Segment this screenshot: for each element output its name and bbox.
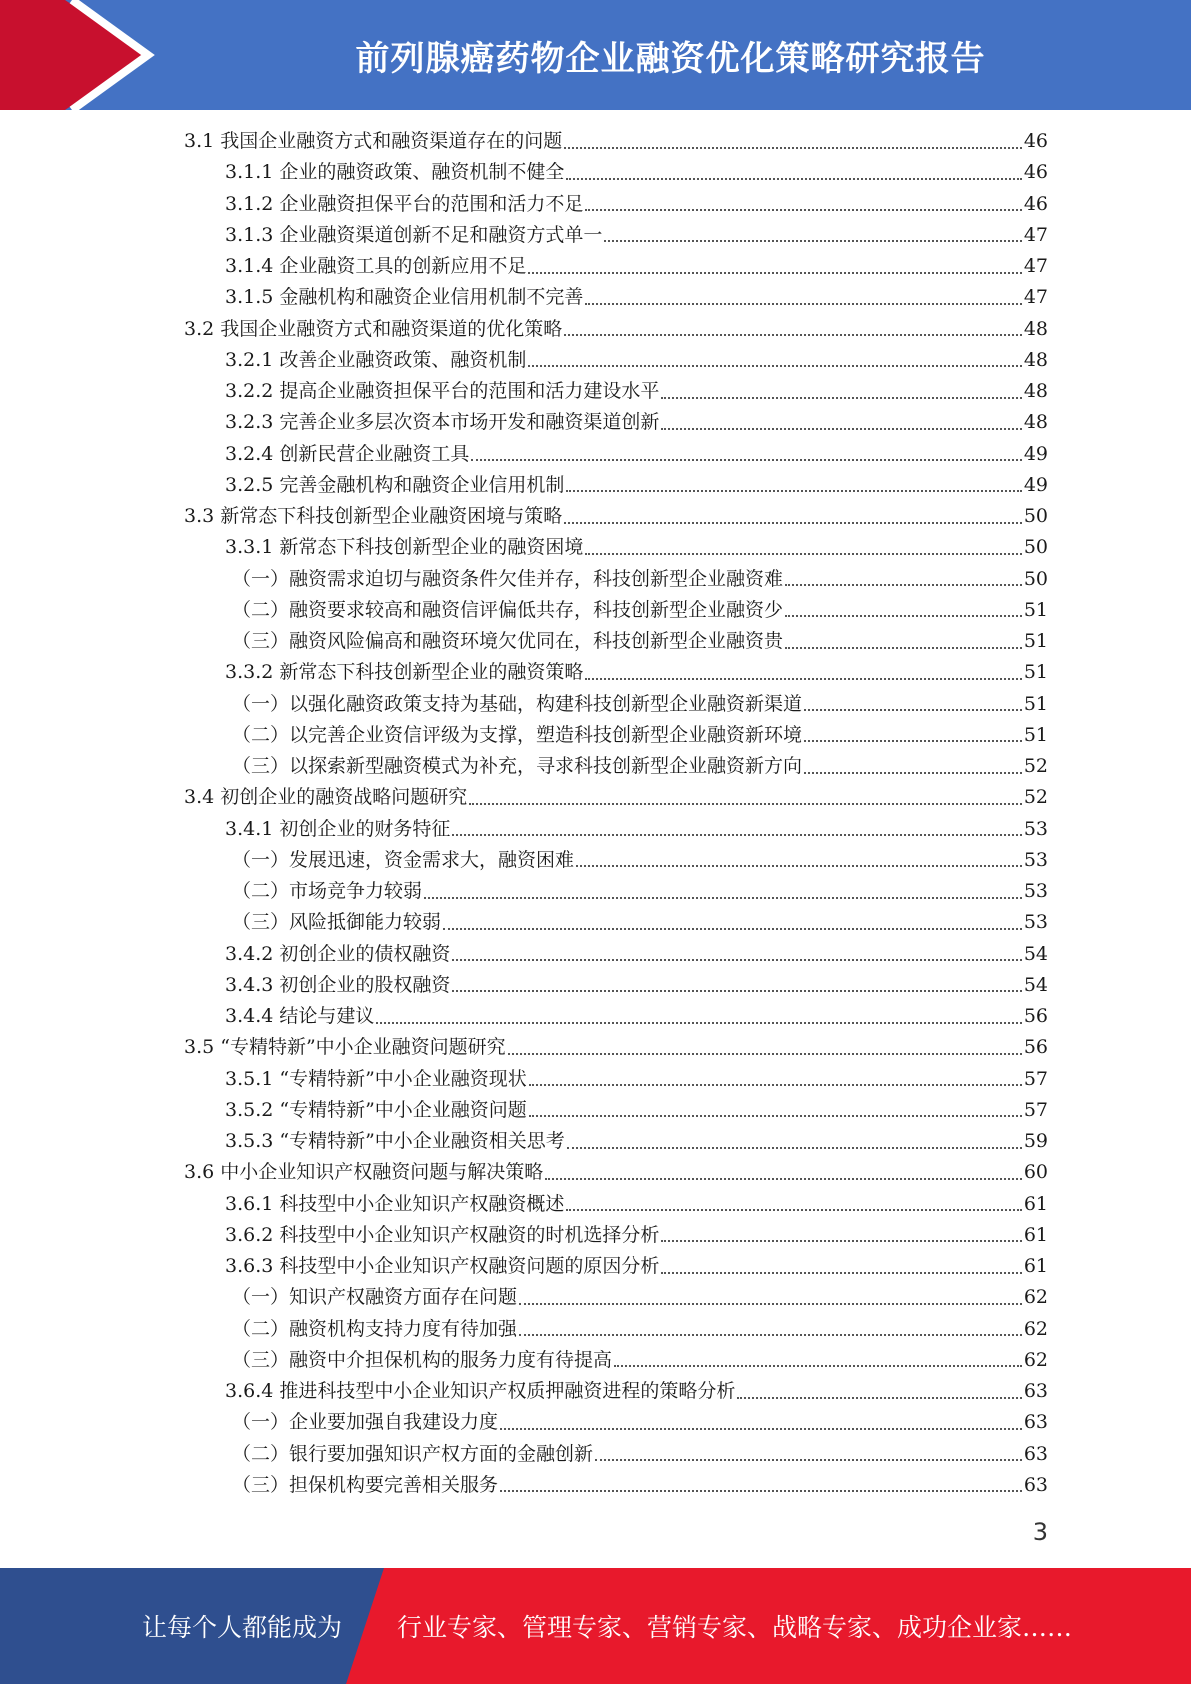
toc-entry[interactable] bbox=[184, 814, 1048, 845]
toc-entry[interactable] bbox=[184, 251, 1048, 282]
toc-entry[interactable] bbox=[184, 1095, 1048, 1126]
toc-entry[interactable] bbox=[184, 626, 1048, 657]
toc-entry-page: 46 bbox=[1023, 192, 1048, 215]
toc-entry-title: （三）担保机构要完善相关服务 bbox=[232, 1473, 499, 1496]
toc-dot-leader bbox=[737, 1396, 1021, 1399]
toc-entry[interactable] bbox=[184, 1064, 1048, 1095]
toc-entry-title: 3.5.1 “专精特新”中小企业融资现状 bbox=[225, 1067, 527, 1090]
toc-entry[interactable] bbox=[184, 1032, 1048, 1063]
toc-entry-title: 3.5.3 “专精特新”中小企业融资相关思考 bbox=[225, 1130, 565, 1153]
toc-entry-title: （三）以探索新型融资模式为补充，寻求科技创新型企业融资新方向 bbox=[232, 755, 803, 778]
toc-entry-title: （二）融资机构支持力度有待加强 bbox=[232, 1317, 518, 1340]
header-banner bbox=[0, 0, 1191, 110]
toc-entry-page: 47 bbox=[1023, 223, 1048, 246]
toc-entry[interactable] bbox=[184, 1470, 1048, 1501]
toc-entry-page: 49 bbox=[1023, 442, 1048, 465]
toc-entry-page: 48 bbox=[1023, 380, 1048, 403]
toc-entry[interactable] bbox=[184, 345, 1048, 376]
toc-entry-page: 62 bbox=[1023, 1348, 1048, 1371]
toc-dot-leader bbox=[604, 239, 1021, 242]
toc-dot-leader bbox=[564, 521, 1022, 524]
toc-dot-leader bbox=[452, 989, 1021, 992]
toc-entry[interactable] bbox=[184, 220, 1048, 251]
toc-entry-title: （二）市场竞争力较弱 bbox=[232, 880, 423, 903]
toc-entry[interactable] bbox=[184, 1439, 1048, 1470]
toc-dot-leader bbox=[566, 1208, 1021, 1211]
toc-entry-title: 3.3.2 新常态下科技创新型企业的融资策略 bbox=[225, 661, 584, 684]
toc-entry-title: （二）融资要求较高和融资信评偏低共存，科技创新型企业融资少 bbox=[232, 598, 784, 621]
toc-entry-page: 48 bbox=[1023, 348, 1048, 371]
toc-entry-title: （三）融资中介担保机构的服务力度有待提高 bbox=[232, 1348, 613, 1371]
toc-entry-title: 3.6.1 科技型中小企业知识产权融资概述 bbox=[225, 1192, 565, 1215]
toc-entry-title: 3.1.4 企业融资工具的创新应用不足 bbox=[225, 255, 527, 278]
toc-entry-title: 3.2.1 改善企业融资政策、融资机制 bbox=[225, 348, 527, 371]
toc-entry-title: （二）以完善企业资信评级为支撑，塑造科技创新型企业融资新环境 bbox=[232, 723, 803, 746]
toc-dot-leader bbox=[443, 927, 1022, 930]
toc-dot-leader bbox=[661, 1239, 1021, 1242]
toc-dot-leader bbox=[585, 302, 1021, 305]
toc-dot-leader bbox=[585, 552, 1021, 555]
toc-entry-title: 3.2 我国企业融资方式和融资渠道的优化策略 bbox=[184, 317, 563, 340]
toc-entry[interactable] bbox=[184, 595, 1048, 626]
toc-dot-leader bbox=[376, 1021, 1021, 1024]
toc-entry-page: 53 bbox=[1023, 911, 1048, 934]
table-of-contents bbox=[184, 126, 1048, 1501]
toc-entry-title: （一）融资需求迫切与融资条件欠佳并存，科技创新型企业融资难 bbox=[232, 567, 784, 590]
toc-dot-leader bbox=[519, 1333, 1022, 1336]
toc-entry-title: 3.2.4 创新民营企业融资工具 bbox=[225, 442, 470, 465]
toc-entry-page: 54 bbox=[1023, 973, 1048, 996]
toc-entry-page: 50 bbox=[1023, 505, 1048, 528]
footer-slogan-right: 行业专家、管理专家、营销专家、战略专家、成功企业家…… bbox=[397, 1613, 1073, 1642]
toc-entry[interactable] bbox=[184, 970, 1048, 1001]
toc-entry-title: 3.2.3 完善企业多层次资本市场开发和融资渠道创新 bbox=[225, 411, 660, 434]
toc-entry[interactable] bbox=[184, 876, 1048, 907]
toc-dot-leader bbox=[661, 396, 1021, 399]
toc-entry[interactable] bbox=[184, 1157, 1048, 1188]
toc-dot-leader bbox=[785, 583, 1022, 586]
toc-dot-leader bbox=[529, 1114, 1022, 1117]
toc-entry[interactable] bbox=[184, 157, 1048, 188]
toc-entry-page: 62 bbox=[1023, 1286, 1048, 1309]
toc-entry-title: 3.4.2 初创企业的债权融资 bbox=[225, 942, 451, 965]
toc-entry-page: 53 bbox=[1023, 817, 1048, 840]
toc-entry-title: 3.4 初创企业的融资战略问题研究 bbox=[184, 786, 468, 809]
toc-entry-title: 3.2.2 提高企业融资担保平台的范围和活力建设水平 bbox=[225, 380, 660, 403]
toc-entry[interactable] bbox=[184, 845, 1048, 876]
toc-dot-leader bbox=[471, 458, 1021, 461]
toc-entry[interactable] bbox=[184, 689, 1048, 720]
toc-entry-title: 3.4.1 初创企业的财务特征 bbox=[225, 817, 451, 840]
toc-entry-title: 3.6.2 科技型中小企业知识产权融资的时机选择分析 bbox=[225, 1223, 660, 1246]
toc-entry[interactable] bbox=[184, 439, 1048, 470]
toc-entry-title: 3.3.1 新常态下科技创新型企业的融资困境 bbox=[225, 536, 584, 559]
toc-dot-leader bbox=[614, 1364, 1022, 1367]
toc-entry[interactable] bbox=[184, 1189, 1048, 1220]
toc-entry[interactable] bbox=[184, 407, 1048, 438]
toc-entry-page: 52 bbox=[1023, 786, 1048, 809]
toc-entry-page: 50 bbox=[1023, 567, 1048, 590]
toc-entry-title: 3.6.3 科技型中小企业知识产权融资问题的原因分析 bbox=[225, 1255, 660, 1278]
toc-entry[interactable] bbox=[184, 564, 1048, 595]
toc-entry[interactable] bbox=[184, 1376, 1048, 1407]
toc-entry[interactable] bbox=[184, 751, 1048, 782]
footer-banner bbox=[0, 1568, 1191, 1684]
toc-entry[interactable] bbox=[184, 1126, 1048, 1157]
toc-dot-leader bbox=[595, 1458, 1022, 1461]
toc-entry-page: 63 bbox=[1023, 1442, 1048, 1465]
toc-dot-leader bbox=[424, 896, 1022, 899]
toc-entry-title: 3.6.4 推进科技型中小企业知识产权质押融资进程的策略分析 bbox=[225, 1380, 736, 1403]
toc-entry-page: 53 bbox=[1023, 880, 1048, 903]
toc-entry-page: 61 bbox=[1023, 1255, 1048, 1278]
toc-dot-leader bbox=[519, 1302, 1022, 1305]
toc-entry[interactable] bbox=[184, 1220, 1048, 1251]
toc-dot-leader bbox=[661, 1271, 1021, 1274]
toc-entry-title: 3.1 我国企业融资方式和融资渠道存在的问题 bbox=[184, 130, 563, 153]
toc-entry[interactable] bbox=[184, 720, 1048, 751]
toc-dot-leader bbox=[545, 1177, 1022, 1180]
toc-entry[interactable] bbox=[184, 1001, 1048, 1032]
toc-dot-leader bbox=[500, 1489, 1022, 1492]
toc-entry-title: 3.5.2 “专精特新”中小企业融资问题 bbox=[225, 1098, 527, 1121]
toc-entry[interactable] bbox=[184, 1282, 1048, 1313]
toc-entry-title: （一）企业要加强自我建设力度 bbox=[232, 1411, 499, 1434]
toc-dot-leader bbox=[804, 708, 1022, 711]
toc-entry-page: 48 bbox=[1023, 317, 1048, 340]
toc-dot-leader bbox=[785, 646, 1022, 649]
toc-entry-page: 59 bbox=[1023, 1130, 1048, 1153]
toc-entry-title: （三）融资风险偏高和融资环境欠优同在，科技创新型企业融资贵 bbox=[232, 630, 784, 653]
toc-dot-leader bbox=[804, 739, 1022, 742]
toc-entry-title: 3.1.1 企业的融资政策、融资机制不健全 bbox=[225, 161, 565, 184]
toc-entry-page: 52 bbox=[1023, 755, 1048, 778]
toc-entry[interactable] bbox=[184, 470, 1048, 501]
toc-entry-title: 3.3 新常态下科技创新型企业融资困境与策略 bbox=[184, 505, 563, 528]
toc-entry-page: 51 bbox=[1023, 630, 1048, 653]
toc-entry-page: 57 bbox=[1023, 1098, 1048, 1121]
toc-entry-page: 63 bbox=[1023, 1473, 1048, 1496]
toc-entry-page: 47 bbox=[1023, 286, 1048, 309]
toc-entry-page: 60 bbox=[1023, 1161, 1048, 1184]
toc-entry-title: （一）发展迅速，资金需求大，融资困难 bbox=[232, 848, 575, 871]
toc-entry-page: 48 bbox=[1023, 411, 1048, 434]
toc-entry[interactable] bbox=[184, 376, 1048, 407]
toc-dot-leader bbox=[804, 771, 1022, 774]
toc-dot-leader bbox=[469, 802, 1022, 805]
toc-dot-leader bbox=[564, 146, 1022, 149]
toc-entry[interactable] bbox=[184, 532, 1048, 563]
toc-entry[interactable] bbox=[184, 501, 1048, 532]
toc-dot-leader bbox=[564, 333, 1022, 336]
toc-entry-page: 50 bbox=[1023, 536, 1048, 559]
toc-entry-title: （二）银行要加强知识产权方面的金融创新 bbox=[232, 1442, 594, 1465]
toc-entry[interactable] bbox=[184, 1407, 1048, 1438]
toc-entry[interactable] bbox=[184, 1314, 1048, 1345]
toc-entry[interactable] bbox=[184, 314, 1048, 345]
toc-entry-page: 63 bbox=[1023, 1380, 1048, 1403]
toc-entry-title: 3.4.4 结论与建议 bbox=[225, 1005, 375, 1028]
toc-entry-page: 61 bbox=[1023, 1223, 1048, 1246]
toc-entry-page: 63 bbox=[1023, 1411, 1048, 1434]
toc-dot-leader bbox=[508, 1052, 1022, 1055]
toc-dot-leader bbox=[566, 489, 1021, 492]
toc-entry-title: 3.1.3 企业融资渠道创新不足和融资方式单一 bbox=[225, 223, 603, 246]
toc-entry-title: 3.6 中小企业知识产权融资问题与解决策略 bbox=[184, 1161, 544, 1184]
toc-entry[interactable] bbox=[184, 1345, 1048, 1376]
toc-entry-page: 51 bbox=[1023, 723, 1048, 746]
toc-entry[interactable] bbox=[184, 189, 1048, 220]
toc-entry[interactable] bbox=[184, 657, 1048, 688]
toc-dot-leader bbox=[500, 1427, 1022, 1430]
toc-dot-leader bbox=[566, 177, 1021, 180]
toc-entry-title: （一）以强化融资政策支持为基础，构建科技创新型企业融资新渠道 bbox=[232, 692, 803, 715]
toc-dot-leader bbox=[529, 1083, 1022, 1086]
toc-dot-leader bbox=[576, 864, 1022, 867]
toc-entry-page: 51 bbox=[1023, 692, 1048, 715]
toc-entry-title: （三）风险抵御能力较弱 bbox=[232, 911, 442, 934]
toc-entry-page: 62 bbox=[1023, 1317, 1048, 1340]
toc-dot-leader bbox=[528, 364, 1021, 367]
toc-entry-page: 61 bbox=[1023, 1192, 1048, 1215]
toc-entry[interactable] bbox=[184, 907, 1048, 938]
toc-entry-page: 49 bbox=[1023, 473, 1048, 496]
footer-slogan-left: 让每个人都能成为 bbox=[142, 1613, 343, 1642]
toc-entry-page: 54 bbox=[1023, 942, 1048, 965]
toc-dot-leader bbox=[452, 833, 1021, 836]
toc-entry[interactable] bbox=[184, 1251, 1048, 1282]
toc-entry-page: 46 bbox=[1023, 161, 1048, 184]
toc-dot-leader bbox=[567, 1146, 1022, 1149]
toc-entry-title: 3.4.3 初创企业的股权融资 bbox=[225, 973, 451, 996]
toc-dot-leader bbox=[785, 614, 1022, 617]
document-title: 前列腺癌药物企业融资优化策略研究报告 bbox=[355, 38, 986, 79]
toc-entry-page: 51 bbox=[1023, 661, 1048, 684]
toc-entry-title: （一）知识产权融资方面存在问题 bbox=[232, 1286, 518, 1309]
toc-entry-page: 46 bbox=[1023, 130, 1048, 153]
toc-entry-page: 53 bbox=[1023, 848, 1048, 871]
toc-entry-page: 47 bbox=[1023, 255, 1048, 278]
toc-entry-title: 3.1.5 金融机构和融资企业信用机制不完善 bbox=[225, 286, 584, 309]
toc-dot-leader bbox=[452, 958, 1021, 961]
toc-entry[interactable] bbox=[184, 939, 1048, 970]
toc-entry-page: 57 bbox=[1023, 1067, 1048, 1090]
toc-dot-leader bbox=[585, 208, 1021, 211]
toc-entry[interactable] bbox=[184, 126, 1048, 157]
toc-entry-page: 51 bbox=[1023, 598, 1048, 621]
toc-entry-title: 3.5 “专精特新”中小企业融资问题研究 bbox=[184, 1036, 506, 1059]
toc-entry[interactable] bbox=[184, 282, 1048, 313]
toc-dot-leader bbox=[585, 677, 1021, 680]
page-number: 3 bbox=[1032, 1518, 1048, 1546]
toc-entry-title: 3.1.2 企业融资担保平台的范围和活力不足 bbox=[225, 192, 584, 215]
toc-entry-title: 3.2.5 完善金融机构和融资企业信用机制 bbox=[225, 473, 565, 496]
toc-dot-leader bbox=[528, 271, 1021, 274]
toc-entry[interactable] bbox=[184, 782, 1048, 813]
toc-entry-page: 56 bbox=[1023, 1036, 1048, 1059]
red-arrow-shape bbox=[0, 0, 148, 110]
toc-dot-leader bbox=[661, 427, 1021, 430]
toc-entry-page: 56 bbox=[1023, 1005, 1048, 1028]
